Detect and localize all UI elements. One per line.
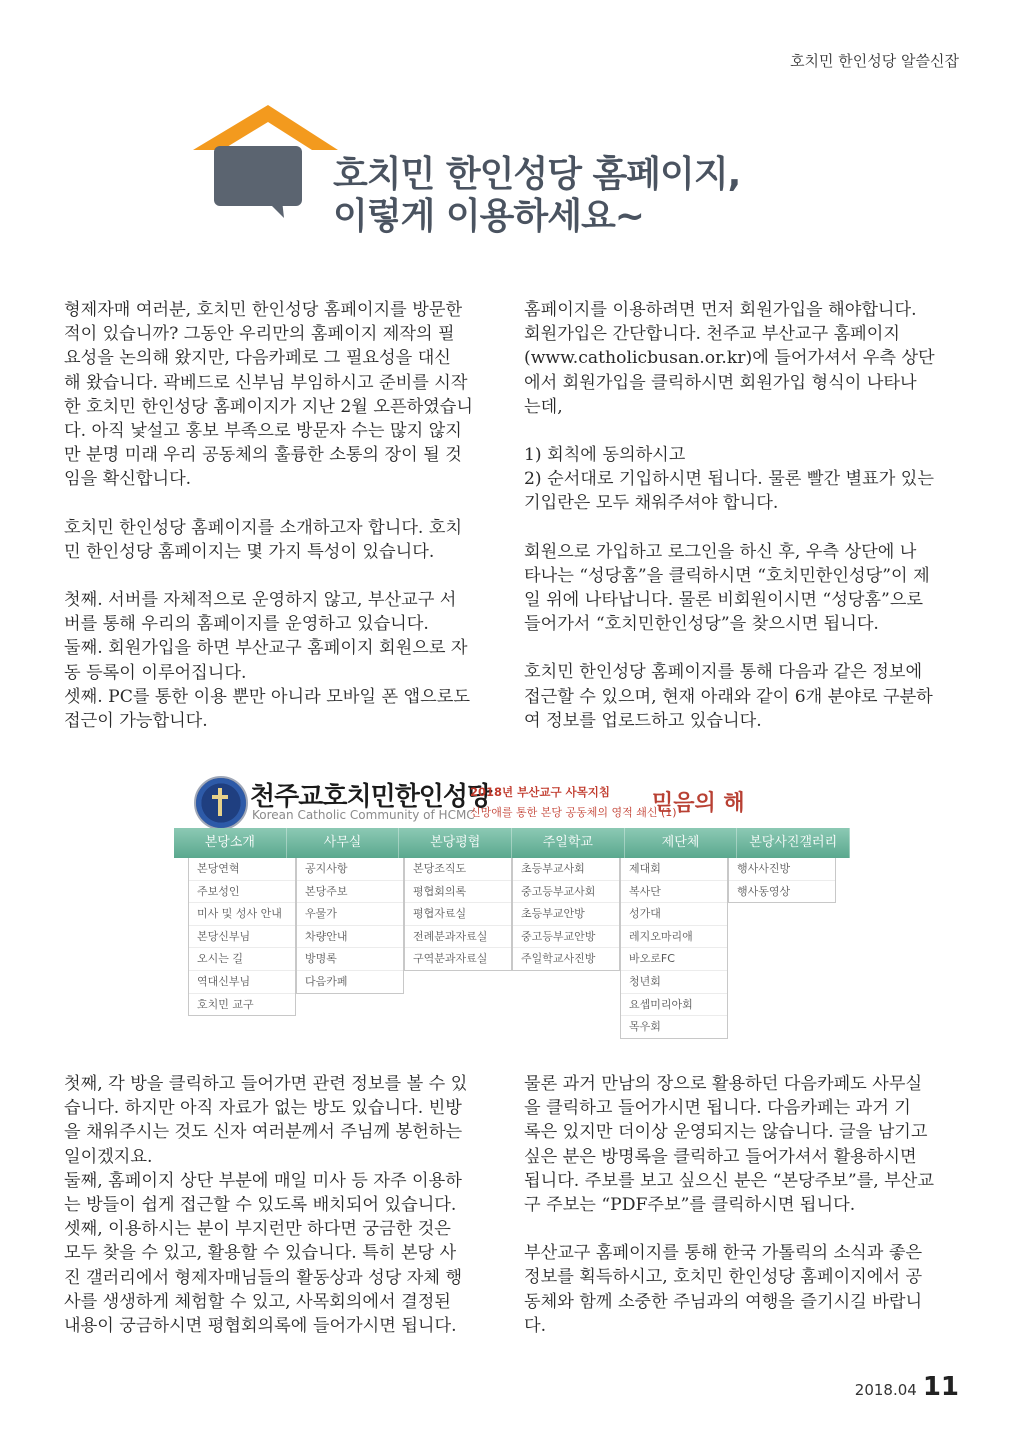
menu-item[interactable]: 공지사항 bbox=[297, 858, 403, 881]
text-line: 적이 있습니까? 그동안 우리만의 홈페이지 제작의 필 bbox=[64, 324, 455, 345]
menu-item[interactable]: 요셉미리아회 bbox=[621, 994, 727, 1017]
text-line: 을 클릭하고 들어가시면 됩니다. 다음카페는 과거 기 bbox=[524, 1098, 911, 1119]
text-line: 민 한인성당 홈페이지는 몇 가지 특성이 있습니다. bbox=[64, 541, 435, 562]
text-line: 만 분명 미래 우리 공동체의 훌륭한 소통의 장이 될 것 bbox=[64, 445, 462, 466]
parish-emblem-icon bbox=[194, 776, 248, 830]
text-line: 접근할 수 있으며, 현재 아래와 같이 6개 분야로 구분하 bbox=[524, 686, 933, 707]
signup-steps-paragraph bbox=[524, 443, 960, 516]
text-line: 셋째. PC를 통한 이용 뿐만 아니라 모바일 폰 앱으로도 bbox=[64, 686, 470, 707]
menu-item[interactable]: 초등부교사회 bbox=[513, 858, 619, 881]
menu-item[interactable]: 행사동영상 bbox=[737, 884, 791, 898]
text-line: 습니다. 하지만 아직 자료가 없는 방도 있습니다. 빈방 bbox=[64, 1098, 462, 1119]
text-line: 됩니다. 주보를 보고 싶으신 분은 “본당주보”를, 부산교 bbox=[524, 1170, 934, 1191]
text-line: 일이겠지요. bbox=[64, 1146, 153, 1167]
text-line: 동 등록이 이루어집니다. bbox=[64, 662, 247, 683]
text-line: 호치민 한인성당 홈페이지를 통해 다음과 같은 정보에 bbox=[524, 662, 923, 683]
text-line: 회원가입은 간단합니다. 천주교 부산교구 홈페이지 bbox=[524, 324, 900, 345]
menu-item[interactable]: 행사사진방 bbox=[729, 858, 835, 881]
site-dropdown-menus bbox=[188, 858, 850, 1038]
text-line: 기입란은 모두 채워주셔야 합니다. bbox=[524, 493, 779, 514]
menu-item[interactable]: 본당연혁 bbox=[189, 858, 295, 881]
menu-item[interactable]: 우물가 bbox=[297, 903, 403, 926]
text-line: 해 왔습니다. 곽베드로 신부님 부임하시고 준비를 시작 bbox=[64, 372, 468, 393]
menu-item[interactable]: 본당조직도 bbox=[405, 858, 511, 881]
login-paragraph bbox=[524, 540, 960, 637]
categories-paragraph bbox=[524, 660, 960, 733]
text-line: 싶은 분은 방명록을 클릭하고 들어가셔서 활용하시면 bbox=[524, 1146, 917, 1167]
closing-paragraph bbox=[524, 1241, 960, 1338]
text-line: 정보를 획득하시고, 호치민 한인성당 홈페이지에서 공 bbox=[524, 1267, 923, 1288]
nav-item-council[interactable]: 본당평협 bbox=[399, 828, 512, 858]
usage-column-right bbox=[524, 1072, 960, 1362]
text-line: 진 갤러리에서 형제자매님들의 활동상과 성당 자체 행 bbox=[64, 1267, 463, 1288]
text-line: 에서 회원가입을 클릭하시면 회원가입 형식이 나타나 bbox=[524, 372, 917, 393]
intro-column-left bbox=[64, 298, 500, 757]
issue-date: 2018.04 bbox=[854, 1381, 917, 1399]
menu-item[interactable]: 주보성인 bbox=[189, 881, 295, 904]
text-line: 물론 과거 만남의 장으로 활용하던 다음카페도 사무실 bbox=[524, 1074, 923, 1094]
text-line: 들어가서 “호치민한인성당”을 찾으시면 됩니다. bbox=[524, 614, 879, 635]
text-line: 요성을 논의해 왔지만, 다음카페로 그 필요성을 대신 bbox=[64, 348, 451, 369]
menu-item[interactable]: 복사단 bbox=[621, 881, 727, 904]
text-line: 둘째. 회원가입을 하면 부산교구 홈페이지 회원으로 자 bbox=[64, 638, 468, 659]
menu-about bbox=[188, 858, 296, 1016]
text-line: 는데, bbox=[524, 396, 563, 417]
text-line: 타나는 “성당홈”을 클릭하시면 “호치민한인성당”이 제 bbox=[524, 565, 930, 586]
text-line: 2) 순서대로 기입하시면 됩니다. 물론 빨간 별표가 있는 bbox=[524, 469, 935, 490]
text-line: 부산교구 홈페이지를 통해 한국 가톨릭의 소식과 좋은 bbox=[524, 1243, 923, 1264]
cafe-paragraph bbox=[524, 1072, 960, 1217]
site-name: 천주교호치민한인성당 bbox=[250, 782, 492, 812]
menu-gallery bbox=[728, 858, 836, 903]
text-line: 구 주보는 “PDF주보”를 클릭하시면 됩니다. bbox=[524, 1195, 856, 1216]
text-line: 형제자매 여러분, 호치민 한인성당 홈페이지를 방문한 bbox=[64, 300, 463, 320]
menu-item[interactable]: 평협자료실 bbox=[405, 903, 511, 926]
nav-item-groups[interactable]: 제단체 bbox=[625, 828, 738, 858]
text-line: 셋째, 이용하시는 분이 부지런만 하다면 궁금한 것은 bbox=[64, 1219, 451, 1240]
menu-item[interactable]: 청년회 bbox=[621, 971, 727, 994]
menu-sunday-school bbox=[512, 858, 620, 971]
site-theme-desc: 신망애를 통한 본당 공동체의 영적 쇄신 (1) bbox=[470, 806, 677, 819]
menu-item[interactable]: 제대회 bbox=[621, 858, 727, 881]
menu-item[interactable]: 레지오마리애 bbox=[621, 926, 727, 949]
title-line-1: 호치민 한인성당 홈페이지, bbox=[333, 154, 741, 195]
text-line: 동체와 함께 소중한 주님과의 여행을 즐기시길 바랍니 bbox=[524, 1291, 923, 1312]
menu-item[interactable]: 주일학교사진방 bbox=[521, 952, 596, 966]
text-line: (www.catholicbusan.or.kr)에 들어가셔서 우측 상단 bbox=[524, 348, 935, 369]
text-line: 내용이 궁금하시면 평협회의록에 들어가시면 됩니다. bbox=[64, 1316, 457, 1337]
text-line: 첫째, 각 방을 클릭하고 들어가면 관련 정보를 볼 수 있 bbox=[64, 1074, 468, 1094]
menu-item[interactable]: 목우회 bbox=[629, 1020, 661, 1034]
text-line: 버를 통해 우리의 홈페이지를 운영하고 있습니다. bbox=[64, 614, 429, 635]
signup-paragraph bbox=[524, 298, 960, 419]
text-line: 여 정보를 업로드하고 있습니다. bbox=[524, 710, 762, 731]
site-nav-bar bbox=[174, 828, 850, 858]
text-line: 다. 아직 낯설고 홍보 부족으로 방문자 수는 많지 않지 bbox=[64, 421, 462, 442]
menu-item[interactable]: 바오로FC bbox=[621, 948, 727, 971]
features-list-paragraph bbox=[64, 588, 500, 733]
text-line: 일 위에 나타납니다. 물론 비회원이시면 “성당홈”으로 bbox=[524, 590, 924, 611]
menu-item[interactable]: 오시는 길 bbox=[189, 948, 295, 971]
menu-item[interactable]: 중고등부교사회 bbox=[513, 881, 619, 904]
menu-council bbox=[404, 858, 512, 971]
text-line: 모두 찾을 수 있고, 활용할 수 있습니다. 특히 본당 사 bbox=[64, 1243, 457, 1264]
features-intro-paragraph bbox=[64, 516, 500, 564]
menu-item[interactable]: 호치민 교구 bbox=[197, 997, 254, 1011]
intro-column-right bbox=[524, 298, 960, 757]
site-theme-year: 2018년 부산교구 사목지침 bbox=[470, 785, 610, 799]
text-line: 첫째. 서버를 자체적으로 운영하지 않고, 부산교구 서 bbox=[64, 590, 457, 611]
menu-item[interactable]: 본당신부님 bbox=[189, 926, 295, 949]
nav-item-gallery[interactable]: 본당사진갤러리 bbox=[737, 828, 850, 858]
menu-item[interactable]: 성가대 bbox=[621, 903, 727, 926]
text-line: 사를 생생하게 체험할 수 있고, 사목회의에서 결정된 bbox=[64, 1291, 451, 1312]
text-line: 는 방들이 쉽게 접근할 수 있도록 배치되어 있습니다. bbox=[64, 1195, 457, 1216]
usage-paragraph bbox=[64, 1072, 500, 1338]
menu-item[interactable]: 본당주보 bbox=[297, 881, 403, 904]
intro-paragraph bbox=[64, 298, 500, 492]
text-line: 다. bbox=[524, 1315, 547, 1336]
text-line: 1) 회칙에 동의하시고 bbox=[524, 445, 686, 466]
menu-item[interactable]: 미사 및 성사 안내 bbox=[189, 903, 295, 926]
publication-header: 호치민 한인성당 알쓸신잡 bbox=[790, 52, 959, 70]
website-screenshot bbox=[174, 768, 850, 1038]
text-line: 홈페이지를 이용하려면 먼저 회원가입을 해야합니다. bbox=[524, 300, 917, 320]
menu-item[interactable]: 역대신부님 bbox=[189, 971, 295, 994]
text-line: 을 채워주시는 것도 신자 여러분께서 주님께 봉헌하는 bbox=[64, 1122, 463, 1143]
usage-column-left bbox=[64, 1072, 500, 1338]
menu-item[interactable]: 초등부교안방 bbox=[513, 903, 619, 926]
house-speech-bubble-logo bbox=[188, 100, 338, 220]
menu-item[interactable]: 중고등부교안방 bbox=[513, 926, 619, 949]
menu-item[interactable]: 전례분과자료실 bbox=[405, 926, 511, 949]
text-line: 록은 있지만 더이상 운영되지는 않습니다. 글을 남기고 bbox=[524, 1122, 928, 1143]
nav-item-sunday-school[interactable]: 주일학교 bbox=[512, 828, 625, 858]
article-title bbox=[333, 154, 740, 238]
menu-item[interactable]: 차량안내 bbox=[297, 926, 403, 949]
nav-item-about[interactable]: 본당소개 bbox=[174, 828, 287, 858]
text-line: 호치민 한인성당 홈페이지를 소개하고자 합니다. 호치 bbox=[64, 517, 463, 538]
menu-item[interactable]: 구역분과자료실 bbox=[413, 952, 488, 966]
page-number: 11 bbox=[922, 1372, 959, 1402]
text-line: 임을 확신합니다. bbox=[64, 469, 192, 490]
text-line: 회원으로 가입하고 로그인을 하신 후, 우측 상단에 나 bbox=[524, 541, 917, 562]
text-line: 한 호치민 한인성당 홈페이지가 지난 2월 오픈하였습니 bbox=[64, 396, 473, 417]
menu-item[interactable]: 방명록 bbox=[297, 948, 403, 971]
menu-item[interactable]: 평협회의록 bbox=[405, 881, 511, 904]
site-name-english: Korean Catholic Community of HCMC bbox=[252, 808, 475, 822]
menu-office bbox=[296, 858, 404, 994]
page-footer bbox=[855, 1372, 959, 1402]
text-line: 접근이 가능합니다. bbox=[64, 711, 208, 732]
menu-groups bbox=[620, 858, 728, 1039]
nav-item-office[interactable]: 사무실 bbox=[287, 828, 400, 858]
site-theme-title: 믿음의 해 bbox=[652, 791, 745, 816]
menu-item[interactable]: 다음카페 bbox=[305, 974, 348, 988]
title-line-2: 이렇게 이용하세요~ bbox=[333, 196, 644, 237]
text-line: 둘째, 홈페이지 상단 부분에 매일 미사 등 자주 이용하 bbox=[64, 1170, 462, 1191]
